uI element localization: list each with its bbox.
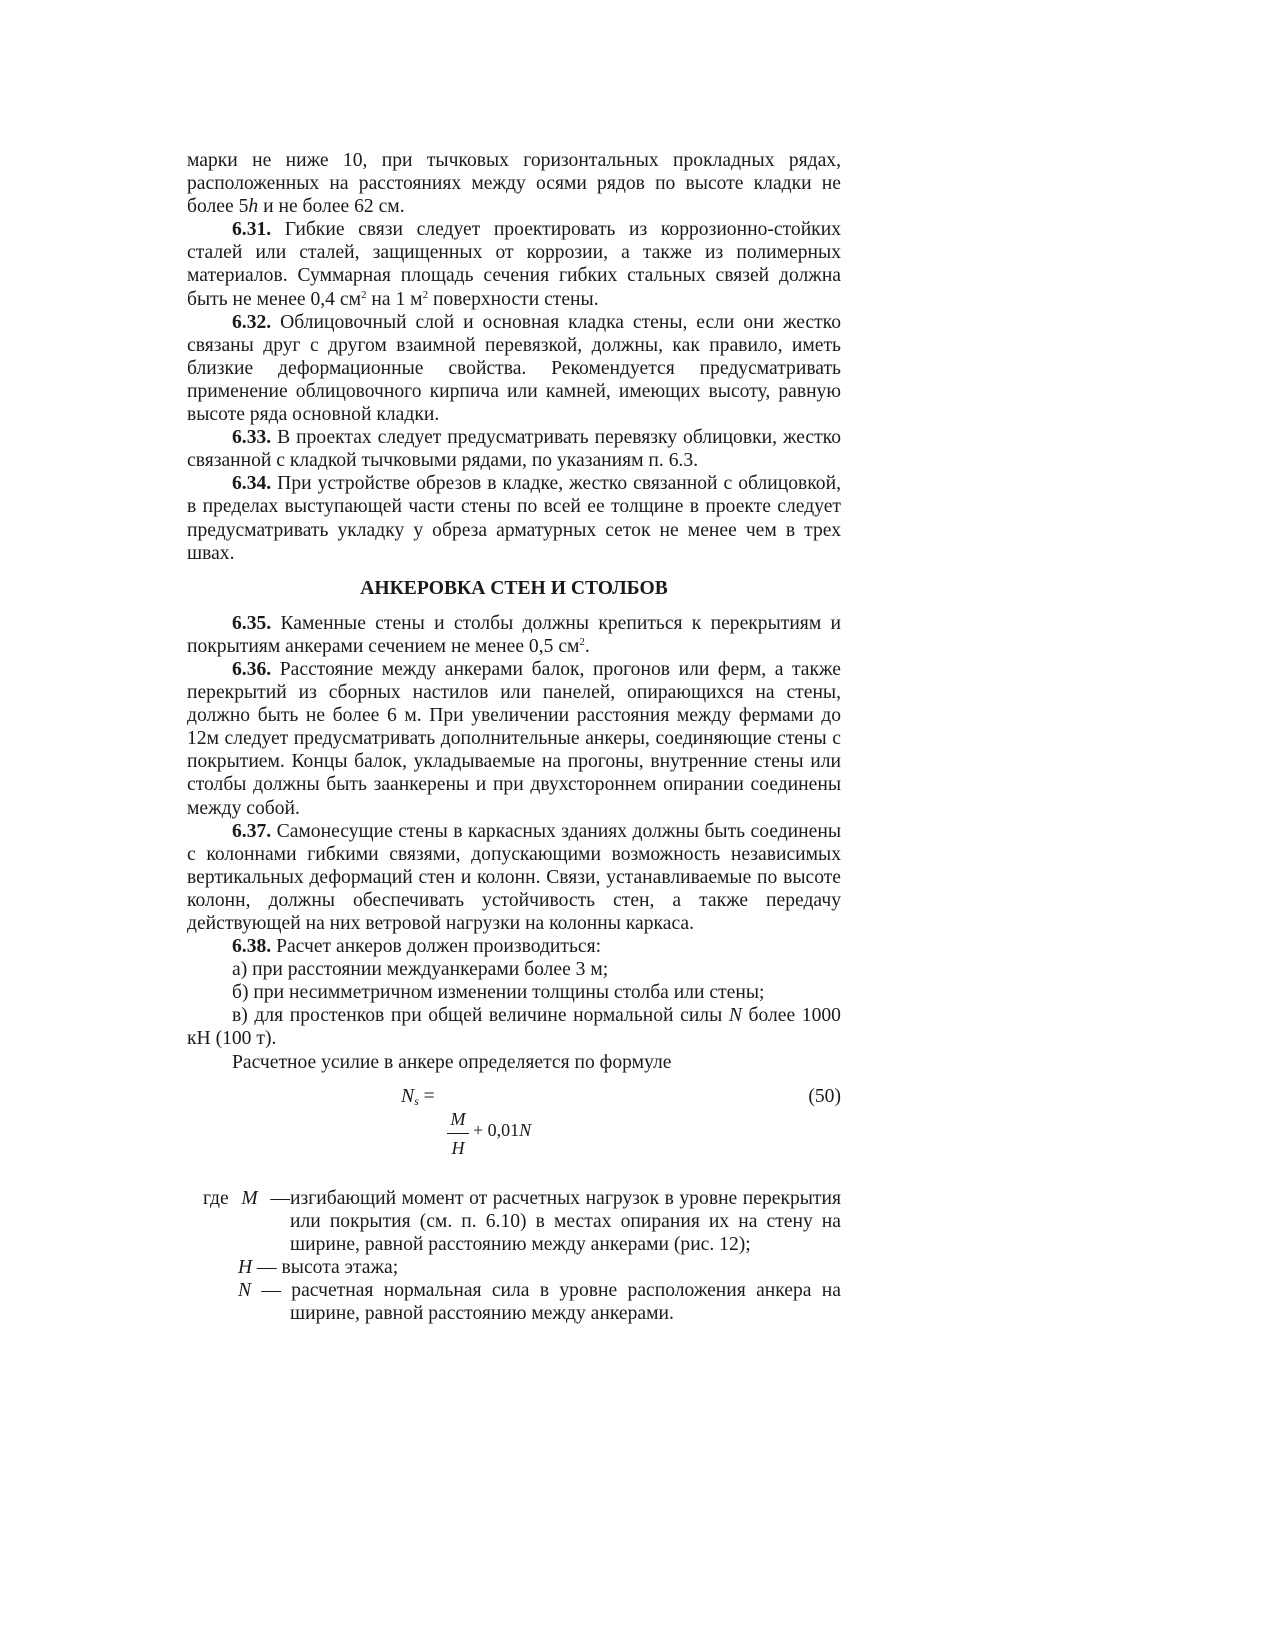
clause-number: 6.37. (232, 820, 272, 842)
legend-text: — расчетная нормальная сила в уровне расположения анкера на ширине, равной расстоянию между анкерами. (251, 1280, 841, 1325)
paragraph-6-37 (187, 820, 841, 935)
formula-50 (187, 1085, 841, 1173)
superscript: 2 (422, 288, 429, 301)
paragraph-text: Каменные стены и столбы должны крепиться к перекрытиям и покрытиям анкерами сечением не менее 0,5 см (187, 612, 841, 657)
paragraph-text: более 1000 кН (100 т). (187, 1005, 841, 1050)
superscript: 2 (360, 288, 367, 301)
formula-number: (50) (808, 1085, 841, 1107)
paragraph-text: . (584, 635, 590, 657)
symbol-m: M (241, 1187, 258, 1209)
symbol-h: h (248, 196, 259, 218)
formula-intro: Расчетное усилие в анкере определяется по формуле (232, 1051, 672, 1073)
paragraph-text: Расстояние между анкерами балок, прогонов или ферм, а также перекрытий из сборных настилов или панелей, опирающихся на стены, должно быть не более 6 м. При увеличении расстояния между фермами до 12м следует предусматривать дополнительные анкеры, соединяющие стены с покрытием. Концы балок, укладываемые на прогоны, внутренние стены или столбы должны быть заанкерены и при двухстороннем опирании соединены между собой. (187, 658, 841, 819)
fraction-numerator: M (450, 1108, 466, 1129)
clause-number: 6.32. (232, 311, 272, 333)
equals-sign: = (418, 1085, 435, 1107)
paragraph-text: в) для простенков при общей величине нормальной силы (232, 1005, 729, 1027)
paragraph-6-31 (187, 218, 841, 310)
paragraph-text: Самонесущие стены в каркасных зданиях должны быть соединены с колоннами гибкими связями, допускающими возможность независимых вертикальных деформаций стен и колонн. Связи, устанавливаемые по высоте колонн, должны обеспечивать устойчивость стен, а также передачу действующей на них ветровой нагрузки на колонны каркаса. (187, 820, 841, 934)
paragraph-text: Расчет анкеров должен производиться: (271, 936, 602, 958)
section-heading: АНКЕРОВКА СТЕН И СТОЛБОВ (360, 577, 668, 599)
document-page (187, 149, 841, 1325)
clause-number: 6.35. (232, 612, 272, 634)
where-word: где (203, 1187, 229, 1209)
paragraph-text: При устройстве обрезов в кладке, жестко связанной с облицовкой, в пределах выступающей части стены по всей ее толщине в проекте следует предусматривать укладку у обреза арматурных сеток не менее чем в трех швах. (187, 473, 841, 564)
paragraph-text: марки не ниже 10, при тычковых горизонтальных прокладных рядах, расположенных на расстояниях между осями рядов по высоте кладки не более 5 (187, 150, 841, 218)
paragraph-continuation (187, 149, 841, 218)
paragraph-text: поверхности стены. (428, 288, 599, 310)
list-item-b: б) при несимметричном изменении толщины столба или стены; (232, 982, 765, 1004)
clause-number: 6.36. (232, 658, 272, 680)
paragraph-6-38 (187, 935, 841, 958)
formula-legend (187, 1187, 841, 1326)
clause-number: 6.33. (232, 427, 272, 449)
symbol-h: H (238, 1256, 253, 1278)
legend-text: изгибающий момент от расчетных нагрузок в уровне перекрытия или покрытия (см. п. 6.10) в местах опирания их на стену на ширине, равной расстоянию между анкерами (рис. 12); (290, 1187, 841, 1255)
paragraph-6-36 (187, 658, 841, 820)
dash: — (270, 1187, 290, 1209)
paragraph-6-35 (187, 612, 841, 658)
clause-number: 6.38. (232, 936, 272, 958)
list-item-a: а) при расстоянии междуанкерами более 3 м; (232, 959, 609, 981)
subscript-s: s (414, 1093, 419, 1108)
legend-lead (203, 1187, 290, 1210)
clause-number: 6.31. (232, 219, 272, 241)
paragraph-text: и не более 62 см. (258, 196, 405, 218)
paragraph-text: Гибкие связи следует проектировать из коррозионно-стойких сталей или сталей, защищенных от коррозии, а также из полимерных материалов. Суммарная площадь сечения гибких стальных связей должна быть не менее 0,4 см (187, 219, 841, 310)
paragraph-text: Облицовочный слой и основная кладка стены, если они жестко связаны друг с другом взаимной перевязкой, должны, как правило, иметь близкие деформационные свойства. Рекомендуется предусматривать применение облицовочного кирпича или камней, имеющих высоту, равную высоте ряда основной кладки. (187, 311, 841, 426)
formula-plus-term (473, 1119, 531, 1142)
paragraph-6-32 (187, 311, 841, 426)
plus-term-text: + 0,01 (473, 1119, 520, 1140)
superscript: 2 (579, 635, 585, 648)
fraction-bar (447, 1133, 469, 1134)
formula-lhs (401, 1085, 435, 1108)
symbol-n: N (238, 1280, 252, 1302)
symbol-n: N (401, 1085, 415, 1107)
clause-number: 6.34. (232, 473, 272, 495)
formula-fraction (447, 1107, 469, 1160)
legend-item-h (187, 1256, 841, 1279)
paragraph-text: В проектах следует предусматривать перевязку облицовки, жестко связанной с кладкой тычковыми рядами, по указаниям п. 6.3. (187, 427, 841, 472)
paragraph-text: на 1 м (366, 288, 423, 310)
legend-item-m (187, 1187, 841, 1256)
fraction-denominator: H (451, 1137, 465, 1158)
paragraph-6-33 (187, 426, 841, 472)
symbol-n: N (519, 1119, 532, 1140)
symbol-n: N (728, 1005, 742, 1027)
paragraph-6-34 (187, 472, 841, 564)
list-item-c (187, 1004, 841, 1050)
legend-text: — высота этажа; (252, 1256, 399, 1278)
legend-item-n (187, 1279, 841, 1325)
